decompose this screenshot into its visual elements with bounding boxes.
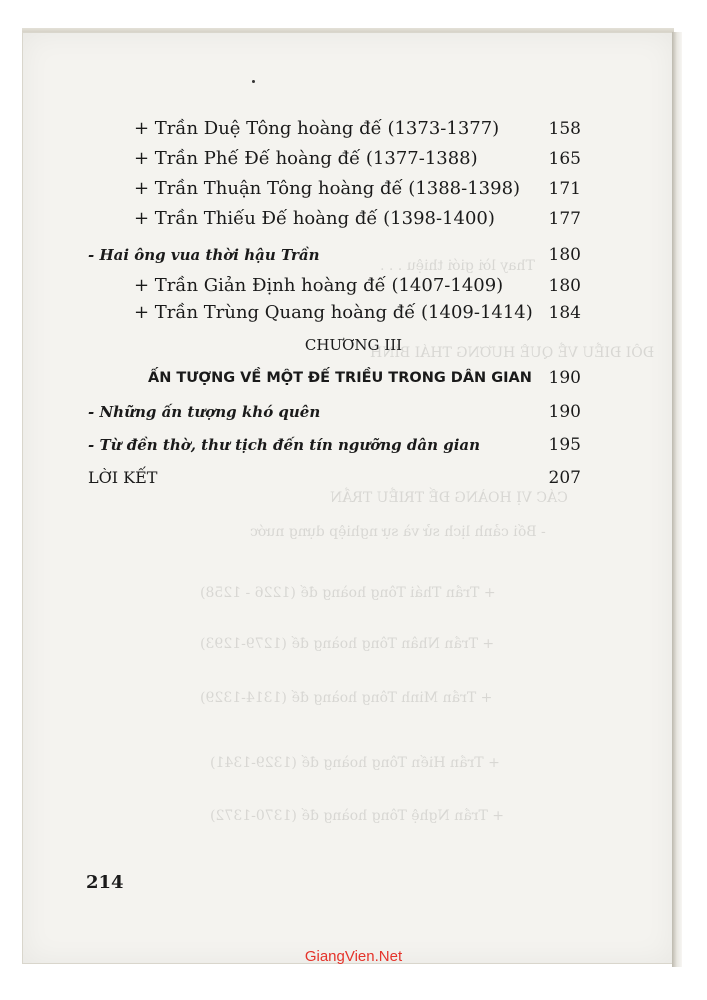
chapter-number: CHƯƠNG III [304, 336, 403, 354]
toc-entry-label: + Trần Thiếu Đế hoàng đế (1398-1400) [134, 208, 495, 229]
toc-entry-label: + Trần Trùng Quang hoàng đế (1409-1414) [134, 302, 533, 323]
toc-conclusion[interactable] [0, 463, 707, 493]
toc-section-page: 195 [548, 435, 581, 455]
bleed-through-text: ĐÔI ĐIỀU VỀ QUÊ HƯƠNG THÁI BÌNH [370, 345, 655, 361]
chapter-page: 190 [548, 368, 581, 388]
toc-entry[interactable] [0, 174, 707, 204]
toc-entry-page: 171 [548, 179, 581, 199]
toc-entry-page: 158 [548, 119, 581, 139]
toc-section-page: 180 [548, 245, 581, 265]
toc-section[interactable] [0, 430, 707, 460]
toc-entry[interactable] [0, 298, 707, 328]
bleed-through-text: CÁC VỊ HOÀNG ĐẾ TRIỀU TRẦN [330, 490, 568, 506]
toc-section-label: - Hai ông vua thời hậu Trần [88, 246, 320, 264]
toc-entry-page: 184 [548, 303, 581, 323]
toc-entry[interactable] [0, 114, 707, 144]
bleed-through-text: + Trần Thái Tông hoàng đế (1226 - 1258) [200, 585, 496, 601]
toc-entry-label: + Trần Thuận Tông hoàng đế (1388-1398) [134, 178, 521, 199]
bleed-through-text: + Trần Nhân Tông hoàng đế (1279-1293) [200, 636, 495, 652]
toc-entry[interactable] [0, 271, 707, 301]
ink-speck [252, 80, 255, 83]
bleed-through-text: + Trần Minh Tông hoàng đế (1314-1329) [200, 690, 493, 706]
toc-entry[interactable] [0, 144, 707, 174]
toc-conclusion-page: 207 [548, 468, 581, 488]
bleed-through-text: + Trần Nghệ Tông hoàng đế (1370-1372) [210, 808, 505, 824]
toc-entry-label: + Trần Duệ Tông hoàng đế (1373-1377) [134, 118, 500, 139]
toc-section-label: - Từ đền thờ, thư tịch đến tín ngưỡng dân gian [88, 436, 481, 454]
toc-entry-label: + Trần Phế Đế hoàng đế (1377-1388) [134, 148, 478, 169]
watermark: GiangVien.Net [304, 948, 403, 965]
toc-section[interactable] [0, 397, 707, 427]
toc-entry-page: 180 [548, 276, 581, 296]
toc-section-label: - Những ấn tượng khó quên [88, 403, 321, 421]
bleed-through-text: + Trần Hiến Tông hoàng đế (1329-1341) [210, 755, 500, 771]
chapter-heading[interactable] [0, 363, 707, 393]
toc-section-page: 190 [548, 402, 581, 422]
bleed-through-text: Thay lời giới thiệu . . . [380, 258, 535, 274]
bleed-through-text: - Bối cảnh lịch sử và sự nghiệp dựng nước [250, 524, 546, 540]
toc-entry-page: 165 [548, 149, 581, 169]
toc-conclusion-label: LỜI KẾT [88, 468, 158, 487]
toc-section[interactable] [0, 240, 707, 270]
chapter-title: ẤN TƯỢNG VỀ MỘT ĐẾ TRIỀU TRONG DÂN GIAN [148, 370, 532, 386]
toc-entry-label: + Trần Giản Định hoàng đế (1407-1409) [134, 275, 504, 296]
page-number: 214 [86, 872, 124, 893]
toc-entry[interactable] [0, 204, 707, 234]
toc-entry-page: 177 [548, 209, 581, 229]
